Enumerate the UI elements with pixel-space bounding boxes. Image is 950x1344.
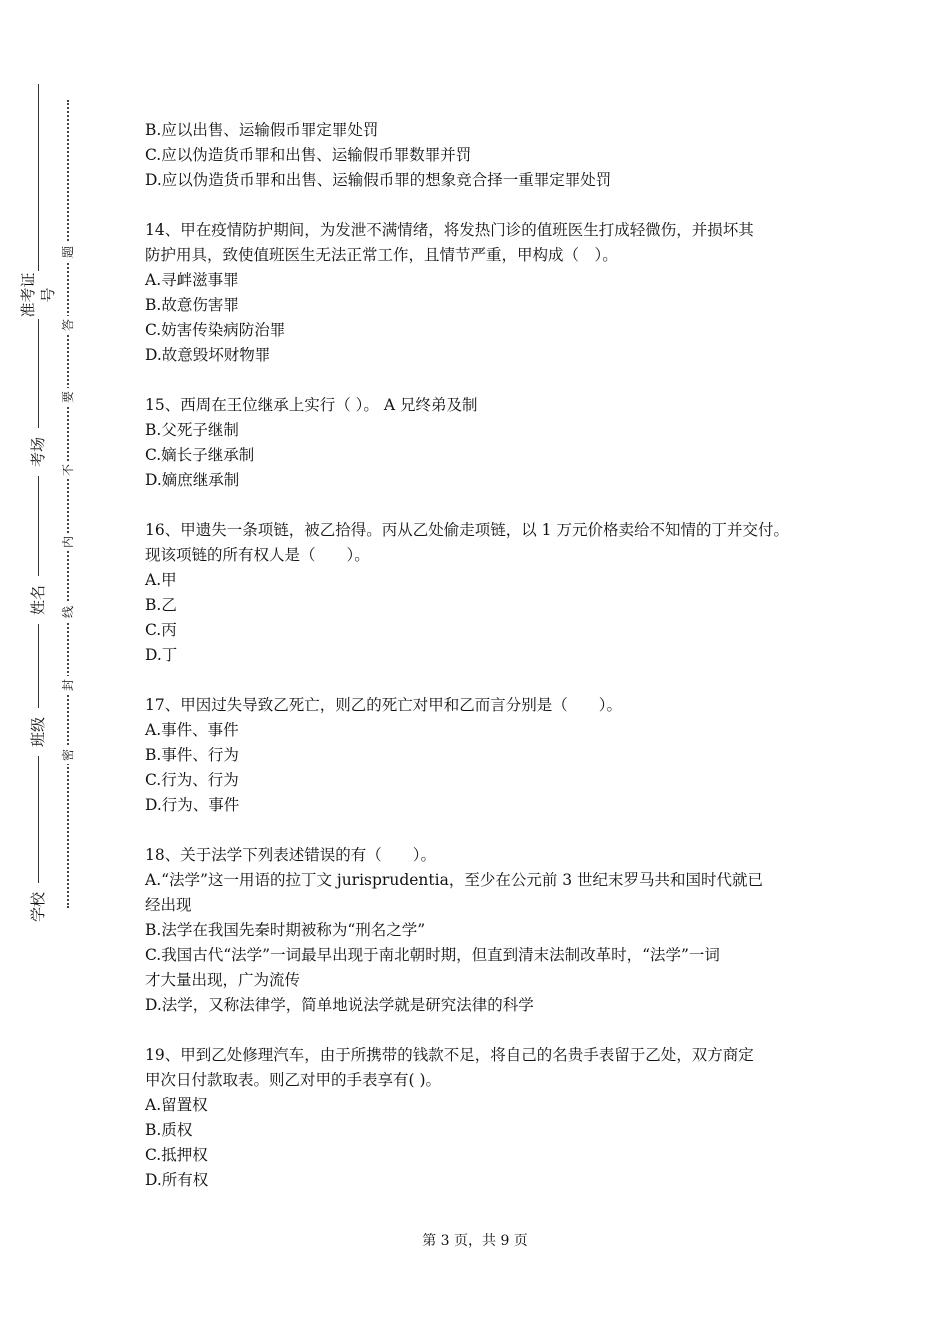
option: A.寻衅滋事罪 xyxy=(145,271,239,289)
option: C.妨害传染病防治罪 xyxy=(145,321,286,339)
solid-rule xyxy=(38,84,39,924)
option: D.故意毁坏财物罪 xyxy=(145,346,271,364)
question-stem: 现该项链的所有权人是（ ）。 xyxy=(145,546,370,564)
question-16 xyxy=(145,518,825,668)
option: C.我国古代“法学”一词最早出现于南北朝时期，但直到清末法制改革时，“法学”一词 xyxy=(145,946,720,964)
question-stem: 14、甲在疫情防护期间，为发泄不满情绪，将发热门诊的值班医生打成轻微伤，并损坏其 xyxy=(145,221,754,239)
option: B.乙 xyxy=(145,596,177,614)
option: B.父死子继制 xyxy=(145,421,239,439)
option: C.应以伪造货币罪和出售、运输假币罪数罪并罚 xyxy=(145,146,472,164)
seal-char: 题 xyxy=(61,243,75,261)
option: C.行为、行为 xyxy=(145,771,239,789)
exam-room-label: 考场 xyxy=(28,428,48,476)
option: B.应以出售、运输假币罪定罪处罚 xyxy=(145,121,379,139)
seal-char: 不 xyxy=(61,461,75,479)
question-stem: 18、关于法学下列表述错误的有（ ）。 xyxy=(145,846,436,864)
name-label: 姓名 xyxy=(28,576,48,624)
option: A.留置权 xyxy=(145,1096,208,1114)
class-label: 班级 xyxy=(28,708,48,756)
admission-number-label: 准考证号 xyxy=(19,272,57,318)
option: B.质权 xyxy=(145,1121,193,1139)
question-stem: 甲次日付款取表。则乙对甲的手表享有( )。 xyxy=(145,1071,442,1089)
question-14 xyxy=(145,218,825,368)
option: D.嫡庶继承制 xyxy=(145,471,240,489)
question-15 xyxy=(145,393,825,493)
option: B.法学在我国先秦时期被称为“刑名之学” xyxy=(145,921,426,939)
question-stem: 17、甲因过失导致乙死亡，则乙的死亡对甲和乙而言分别是（ ）。 xyxy=(145,696,622,714)
question-stem: 16、甲遗失一条项链，被乙拾得。丙从乙处偷走项链，以 1 万元价格卖给不知情的丁并交付。 xyxy=(145,521,789,539)
option: C.丙 xyxy=(145,621,177,639)
option: A.事件、事件 xyxy=(145,721,239,739)
option: D.应以伪造货币罪和出售、运输假币罪的想象竞合择一重罪定罪处罚 xyxy=(145,171,612,189)
option: C.抵押权 xyxy=(145,1146,208,1164)
page-number-footer: 第 3 页，共 9 页 xyxy=(422,1233,528,1249)
option: 经出现 xyxy=(145,896,192,914)
option: B.事件、行为 xyxy=(145,746,239,764)
question-17 xyxy=(145,693,825,818)
question-13-continued xyxy=(145,118,825,193)
seal-char: 答 xyxy=(61,316,75,334)
option: D.法学，又称法律学，简单地说法学就是研究法律的科学 xyxy=(145,996,534,1014)
dotted-cut-line xyxy=(67,100,69,908)
seal-char: 线 xyxy=(61,603,75,621)
question-19 xyxy=(145,1043,825,1193)
seal-char: 要 xyxy=(61,388,75,406)
school-label: 学校 xyxy=(28,883,48,931)
seal-char: 封 xyxy=(61,676,75,694)
option: A.“法学”这一用语的拉丁文 jurisprudentia，至少在公元前 3 世纪末罗马共和国时代就已 xyxy=(145,871,764,889)
question-stem: 防护用具，致使值班医生无法正常工作，且情节严重，甲构成（ ）。 xyxy=(145,246,618,264)
question-18 xyxy=(145,843,825,1018)
option: A.甲 xyxy=(145,571,177,589)
seal-char: 密 xyxy=(61,746,75,764)
option: 才大量出现，广为流传 xyxy=(145,971,301,989)
option: B.故意伤害罪 xyxy=(145,296,239,314)
seal-char: 内 xyxy=(61,533,75,551)
question-stem: 19、甲到乙处修理汽车，由于所携带的钱款不足，将自己的名贵手表留于乙处，双方商定 xyxy=(145,1046,754,1064)
option: D.所有权 xyxy=(145,1171,209,1189)
option: D.行为、事件 xyxy=(145,796,240,814)
option: D.丁 xyxy=(145,646,178,664)
question-stem: 15、西周在王位继承上实行（ ）。 A 兄终弟及制 xyxy=(145,396,478,414)
exam-content xyxy=(145,118,825,1218)
option: C.嫡长子继承制 xyxy=(145,446,255,464)
